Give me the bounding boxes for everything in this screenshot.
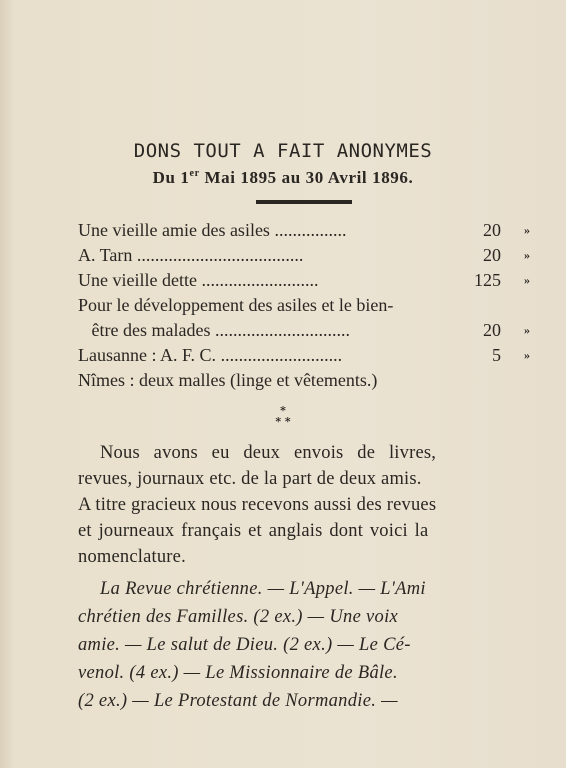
entry-label: [78, 343, 342, 368]
entry-leader-dots: ...........................: [216, 345, 343, 365]
entry-amount: 20: [483, 320, 501, 340]
entry-label-text: Une vieille amie des asiles: [78, 220, 270, 240]
entry-amount: 5: [492, 345, 501, 365]
entry-leader-dots: .....................................: [132, 245, 304, 265]
entry-leader-dots: ..............................: [210, 320, 350, 340]
title-rule: [256, 200, 352, 204]
entry-amount: 20: [483, 220, 501, 240]
entry-label-text: Lausanne : A. F. C.: [78, 345, 217, 365]
periodicals-line: amie. — Le salut de Dieu. (2 ex.) — Le Cé-: [78, 635, 411, 655]
subtitle-superscript: er: [189, 168, 200, 179]
periodicals-line: chrétien des Familles. (2 ex.) — Une voix: [78, 607, 399, 627]
paragraph-line: A titre gracieux nous recevons aussi des revues: [78, 495, 437, 515]
entry-unit: »: [524, 323, 530, 337]
page-title: DONS TOUT A FAIT ANONYMES: [133, 140, 433, 162]
periodicals-line: venol. (4 ex.) — Le Missionnaire de Bâle.: [78, 663, 398, 683]
donation-entry: [78, 218, 538, 243]
asterism-separator: [0, 405, 566, 427]
entry-label: [78, 243, 303, 268]
entry-label-text: Pour le développement des asiles et le bien-: [78, 295, 394, 315]
entry-leader-dots: ..........................: [196, 270, 319, 290]
entry-label-text: A. Tarn: [78, 245, 133, 265]
donation-entry: [78, 368, 538, 393]
subtitle-end: Mai 1895 au 30 Avril 1896.: [199, 168, 414, 187]
periodicals-line: La Revue chrétienne. — L'Appel. — L'Ami: [100, 579, 426, 599]
periodicals-line: (2 ex.) — Le Protestant de Normandie. —: [78, 691, 398, 711]
entry-label: [78, 293, 393, 318]
donation-list: [78, 218, 538, 393]
entry-label: [78, 268, 318, 293]
body-paragraph: [78, 440, 532, 570]
paragraph-line: nomenclature.: [78, 547, 186, 567]
entry-leader-dots: ................: [269, 220, 347, 240]
donation-entry: [78, 268, 538, 293]
donation-entry: [78, 293, 538, 318]
entry-label: [78, 368, 377, 393]
entry-amount: 125: [474, 270, 501, 290]
donation-entry: [78, 318, 538, 343]
donation-entry: [78, 343, 538, 368]
paragraph-line: et journeaux français et anglais dont voici la: [78, 521, 429, 541]
subtitle-start: Du 1: [152, 168, 190, 187]
periodicals-list: [78, 575, 534, 715]
date-range-subtitle: [0, 168, 566, 188]
asterism-bottom: * *: [275, 415, 291, 428]
entry-amount: 20: [483, 245, 501, 265]
paragraph-line: revues, journaux etc. de la part de deux amis.: [78, 469, 422, 489]
entry-label: [78, 218, 346, 243]
entry-unit: »: [524, 273, 530, 287]
entry-label-text: Une vieille dette: [78, 270, 197, 290]
donation-entry: [78, 243, 538, 268]
entry-label: [78, 318, 350, 343]
entry-label-text: être des malades: [78, 320, 211, 340]
paragraph-line: Nous avons eu deux envois de livres,: [100, 443, 437, 463]
entry-unit: »: [524, 348, 530, 362]
asterism-top: *: [280, 404, 286, 417]
entry-unit: »: [524, 223, 530, 237]
entry-unit: »: [524, 248, 530, 262]
entry-label-text: Nîmes : deux malles (linge et vêtements.): [78, 370, 378, 390]
